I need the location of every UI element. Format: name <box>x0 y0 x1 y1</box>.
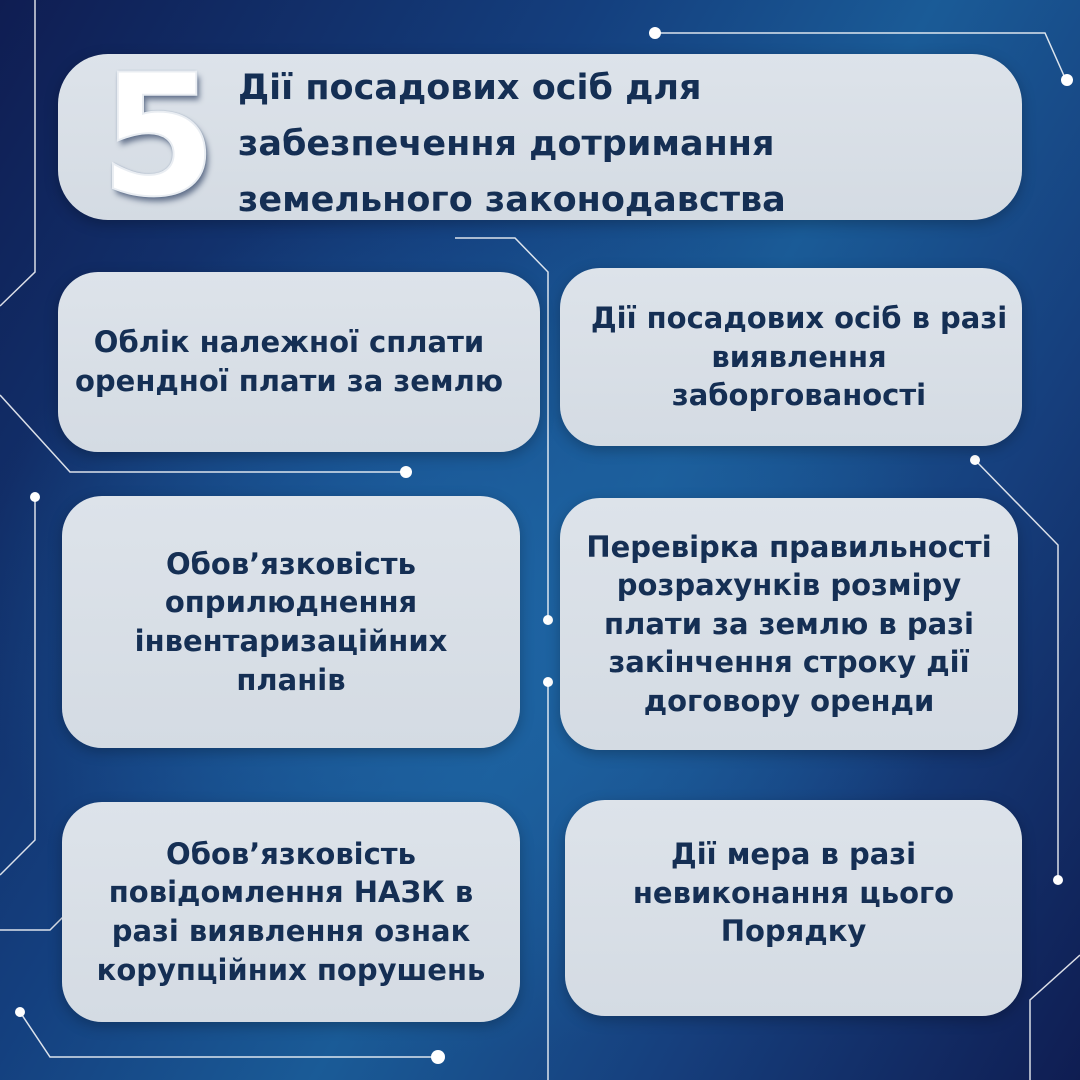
card-text-line: орендної плати за землю <box>74 364 504 398</box>
card-text-line: Порядку <box>720 914 867 949</box>
card-text-line: Обов’язковість <box>166 546 416 581</box>
number-badge: 5 <box>100 38 217 234</box>
card-debt-actions <box>560 268 1022 446</box>
card-rent-payment-accounting <box>58 272 540 452</box>
card-text-line: Обов’язковість <box>166 836 416 871</box>
card-text-line: оприлюднення <box>164 585 418 620</box>
card-mayor-actions <box>565 800 1022 1016</box>
card-text-line: разі виявлення ознак <box>111 914 471 948</box>
card-text-line: Облік належної сплати <box>93 325 485 360</box>
card-inventory-plans-publication <box>62 496 520 748</box>
card-text-line: повідомлення НАЗК в <box>108 875 474 910</box>
card-text-line: інвентаризаційних <box>134 624 448 658</box>
card-text-line: плати за землю в разі <box>604 606 974 641</box>
card-text-line: невиконання цього <box>632 875 955 910</box>
card-text-line: Дії мера в разі <box>670 837 917 872</box>
card-text-line: планів <box>236 662 346 697</box>
card-text-line: виявлення <box>711 339 887 374</box>
card-text-line: Перевірка правильності <box>586 529 992 564</box>
page-title <box>238 60 998 228</box>
card-text-line: договору оренди <box>643 683 935 718</box>
card-text-line: Дії посадових осіб в разі <box>590 301 1008 336</box>
card-payment-calculation-check <box>560 498 1018 750</box>
card-text-line: заборгованості <box>671 378 927 413</box>
card-text-line: корупційних порушень <box>96 952 486 987</box>
title-line: забезпечення дотримання <box>238 124 775 164</box>
title-line: Дії посадових осіб для <box>238 68 702 108</box>
title-line: земельного законодавства <box>238 180 786 220</box>
card-text-line: закінчення строку дії <box>608 645 970 680</box>
card-text-line: розрахунків розміру <box>616 568 962 603</box>
card-nazk-notification <box>62 802 520 1022</box>
